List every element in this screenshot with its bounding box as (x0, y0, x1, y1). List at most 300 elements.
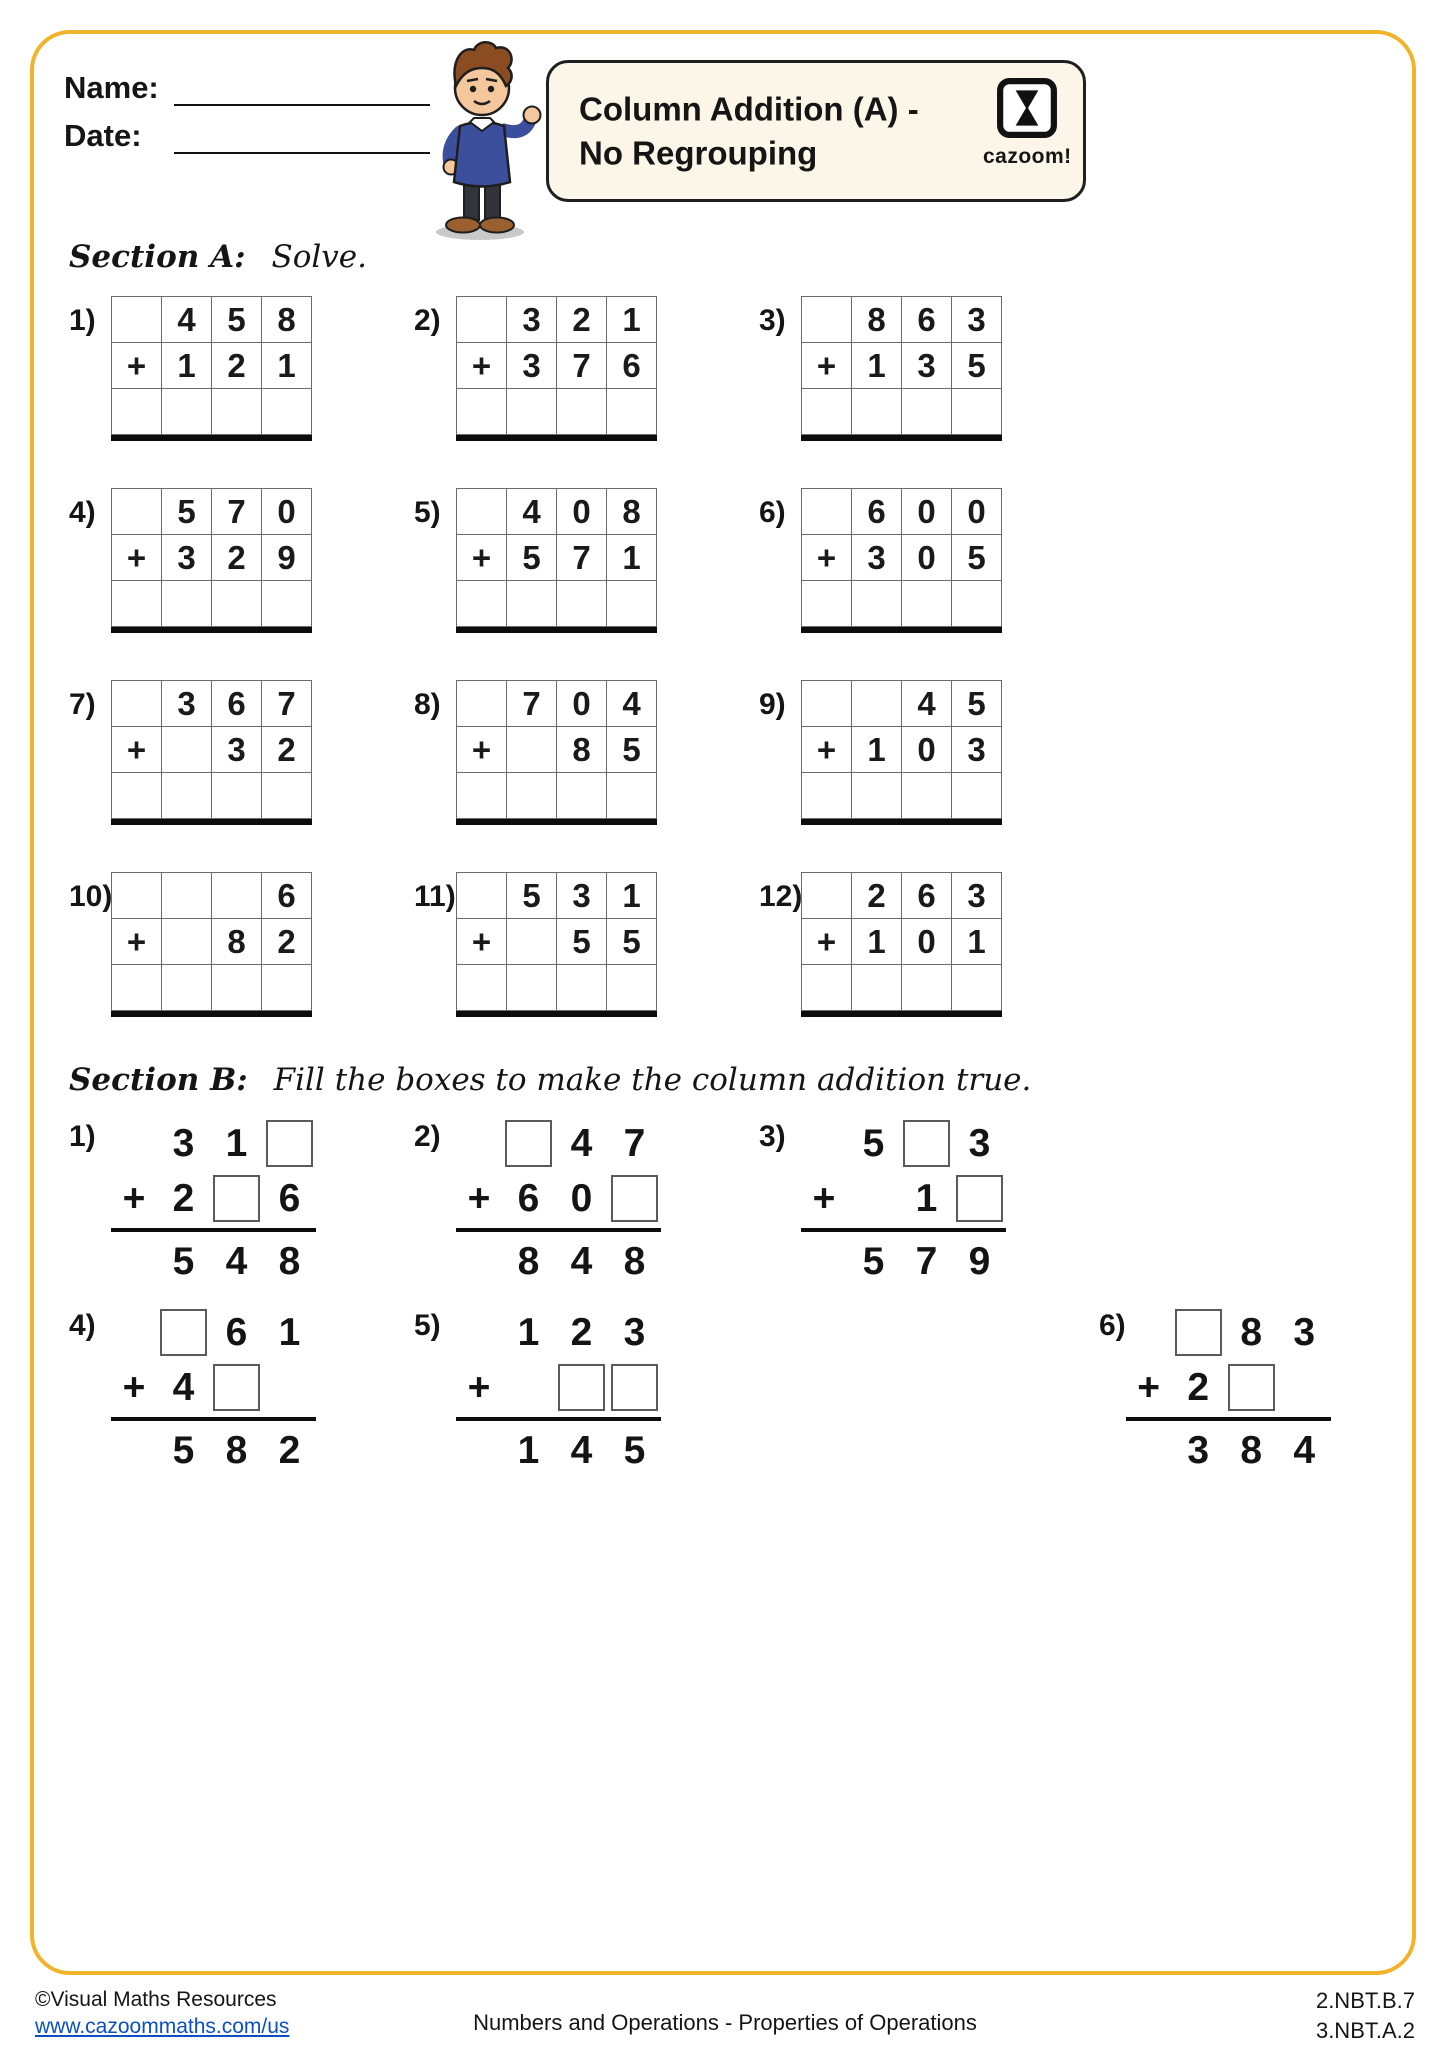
cazoom-logo-text: cazoom! (983, 145, 1072, 168)
column-addition-problem (414, 488, 759, 632)
digit-cell: 0 (262, 489, 312, 535)
addition-row (1126, 1423, 1331, 1478)
answer-line (111, 435, 312, 441)
answer-cell (802, 389, 852, 435)
answer-line (111, 627, 312, 633)
box-cell (1225, 1364, 1278, 1411)
answer-cell (557, 965, 607, 1011)
digit-cell: 5 (212, 297, 262, 343)
digit-cell: 4 (607, 681, 657, 727)
plus-sign: + (467, 1176, 491, 1220)
digit-cell: 4 (162, 297, 212, 343)
empty-cell (112, 681, 162, 727)
digit-cell: 7 (557, 535, 607, 581)
sum-digit-cell: 5 (623, 1428, 646, 1472)
plus-sign-cell: + (112, 919, 162, 965)
section-b-instruction: Fill the boxes to make the column addition true. (273, 1062, 1032, 1098)
digit-cell: 4 (507, 489, 557, 535)
sum-digit-cell: 5 (862, 1239, 885, 1283)
answer-cell (262, 773, 312, 819)
answer-cell (802, 581, 852, 627)
standard-code-1: 2.NBT.B.7 (1315, 1988, 1415, 2013)
answer-cell (607, 581, 657, 627)
digit-cell: 3 (952, 297, 1002, 343)
answer-cell (262, 389, 312, 435)
digit-cell: 7 (507, 681, 557, 727)
box-cell (210, 1175, 263, 1222)
digit-cell: 5 (162, 489, 212, 535)
digit-cell: 4 (902, 681, 952, 727)
digit-cell: 7 (262, 681, 312, 727)
problem-body (1126, 1305, 1331, 1478)
section-a-heading (69, 239, 367, 275)
digit-cell: 0 (902, 489, 952, 535)
problem-number: 10) (69, 880, 113, 913)
fill-in-box (266, 1120, 313, 1167)
problem-body (801, 1116, 1006, 1289)
plus-sign: + (1137, 1365, 1161, 1409)
addition-row (801, 1234, 1006, 1289)
digit-cell: 2 (212, 343, 262, 389)
digit-cell: 3 (968, 1121, 991, 1165)
digit-cell: 3 (172, 1121, 195, 1165)
problem-number: 12) (759, 880, 803, 913)
section-a-instruction: Solve. (271, 239, 367, 275)
worksheet-gold-frame (30, 30, 1416, 1975)
answer-cell (212, 773, 262, 819)
digit-cell: 3 (952, 873, 1002, 919)
fill-in-box (903, 1120, 950, 1167)
answer-cell (112, 389, 162, 435)
answer-cell (162, 389, 212, 435)
empty-cell (507, 919, 557, 965)
plus-sign-cell: + (112, 343, 162, 389)
problem-number: 4) (69, 496, 96, 529)
problem-number: 8) (414, 688, 441, 721)
problem-body (111, 1305, 316, 1478)
addition-row (111, 1305, 316, 1360)
column-addition-problem (69, 296, 414, 440)
empty-cell (802, 489, 852, 535)
addition-grid (111, 680, 312, 824)
digit-cell: 3 (852, 535, 902, 581)
answer-cell (457, 773, 507, 819)
empty-cell (212, 873, 262, 919)
addition-grid (801, 872, 1002, 1016)
column-addition-problem (759, 680, 1104, 824)
sum-digit-cell: 4 (570, 1428, 593, 1472)
answer-cell (902, 965, 952, 1011)
answer-cell (212, 389, 262, 435)
plus-sign-cell: + (457, 727, 507, 773)
addition-grid (111, 296, 312, 440)
fill-in-box (505, 1120, 552, 1167)
answer-cell (902, 773, 952, 819)
answer-cell (112, 965, 162, 1011)
plus-sign: + (467, 1365, 491, 1409)
digit-cell: 2 (262, 727, 312, 773)
digit-cell: 6 (212, 681, 262, 727)
addition-row (1126, 1360, 1331, 1415)
digit-cell: 0 (952, 489, 1002, 535)
problem-body (456, 1305, 661, 1478)
sum-line (111, 1417, 316, 1421)
sum-digit-cell: 4 (1293, 1428, 1316, 1472)
digit-cell: 1 (225, 1121, 248, 1165)
answer-line (801, 435, 1002, 441)
answer-cell (802, 773, 852, 819)
addition-grid (456, 296, 657, 440)
addition-row (456, 1171, 661, 1226)
answer-cell (162, 965, 212, 1011)
problem-number: 1) (69, 1120, 96, 1153)
digit-cell: 6 (225, 1310, 248, 1354)
sum-digit-cell: 8 (225, 1428, 248, 1472)
title-line-1: Column Addition (A) - (579, 90, 919, 128)
section-a-problem-grid (69, 296, 1104, 1016)
sum-line (456, 1417, 661, 1421)
answer-cell (802, 965, 852, 1011)
digit-cell: 3 (623, 1310, 646, 1354)
plus-sign-cell: + (457, 535, 507, 581)
empty-cell (162, 919, 212, 965)
plus-sign: + (122, 1365, 146, 1409)
answer-cell (902, 389, 952, 435)
digit-cell: 5 (607, 919, 657, 965)
digit-cell: 3 (162, 535, 212, 581)
addition-grid (111, 488, 312, 632)
name-field (64, 70, 430, 106)
answer-cell (952, 965, 1002, 1011)
addition-grid (801, 296, 1002, 440)
digit-cell: 5 (952, 681, 1002, 727)
digit-cell: 9 (262, 535, 312, 581)
website-link[interactable]: www.cazoommaths.com/us (35, 2015, 290, 2039)
answer-cell (557, 581, 607, 627)
empty-cell (852, 681, 902, 727)
answer-cell (952, 773, 1002, 819)
answer-cell (557, 773, 607, 819)
addition-row (1126, 1305, 1331, 1360)
digit-cell: 1 (607, 535, 657, 581)
copyright-text: ©Visual Maths Resources (35, 1988, 277, 2011)
digit-cell: 6 (262, 873, 312, 919)
fill-in-box (611, 1175, 658, 1222)
section-b-title: Section B: (69, 1062, 248, 1098)
problem-number: 6) (1099, 1309, 1126, 1342)
digit-cell: 2 (557, 297, 607, 343)
footer-standards (1316, 1986, 1415, 2045)
sum-digit-cell: 3 (1187, 1428, 1210, 1472)
digit-cell: 5 (507, 535, 557, 581)
sum-digit-cell: 4 (225, 1239, 248, 1283)
answer-line (456, 435, 657, 441)
problem-number: 3) (759, 1120, 786, 1153)
fill-in-addition-problem (414, 1116, 759, 1289)
plus-sign-cell: + (802, 535, 852, 581)
fill-in-box (160, 1309, 207, 1356)
digit-cell: 0 (557, 681, 607, 727)
answer-line (456, 819, 657, 825)
plus-sign: + (122, 1176, 146, 1220)
digit-cell: 6 (852, 489, 902, 535)
box-cell (608, 1364, 661, 1411)
answer-cell (507, 389, 557, 435)
empty-cell (457, 489, 507, 535)
problem-number: 11) (414, 880, 456, 913)
digit-cell: 6 (607, 343, 657, 389)
fill-in-box (558, 1364, 605, 1411)
fill-in-addition-problem (414, 1305, 759, 1478)
digit-cell: 3 (507, 343, 557, 389)
standard-code-2: 3.NBT.A.2 (1315, 2017, 1415, 2043)
column-addition-problem (759, 296, 1104, 440)
sum-line (801, 1228, 1006, 1232)
empty-cell (162, 727, 212, 773)
sum-digit-cell: 5 (172, 1239, 195, 1283)
digit-cell: 1 (607, 873, 657, 919)
problem-number: 2) (414, 1120, 441, 1153)
name-write-line (174, 70, 430, 106)
empty-cell (802, 681, 852, 727)
problem-body (456, 1116, 661, 1289)
digit-cell: 1 (162, 343, 212, 389)
digit-cell: 1 (607, 297, 657, 343)
answer-line (456, 627, 657, 633)
digit-cell: 4 (570, 1121, 593, 1165)
problem-number: 1) (69, 304, 96, 337)
digit-cell: 8 (607, 489, 657, 535)
box-cell (1172, 1309, 1225, 1356)
empty-cell (457, 681, 507, 727)
date-write-line (174, 118, 430, 154)
digit-cell: 3 (212, 727, 262, 773)
digit-cell: 4 (172, 1365, 195, 1409)
digit-cell: 2 (570, 1310, 593, 1354)
digit-cell: 1 (915, 1176, 938, 1220)
empty-cell (112, 489, 162, 535)
digit-cell: 3 (1293, 1310, 1316, 1354)
addition-row (111, 1423, 316, 1478)
answer-cell (607, 389, 657, 435)
plus-sign-cell: + (457, 343, 507, 389)
sum-digit-cell: 7 (915, 1239, 938, 1283)
section-a-title: Section A: (69, 239, 246, 275)
problem-number: 2) (414, 304, 441, 337)
digit-cell: 2 (262, 919, 312, 965)
answer-cell (212, 581, 262, 627)
answer-cell (457, 965, 507, 1011)
addition-grid (456, 488, 657, 632)
answer-cell (852, 389, 902, 435)
digit-cell: 1 (278, 1310, 301, 1354)
cartoon-boy-svg (420, 34, 555, 242)
sum-digit-cell: 8 (1240, 1428, 1263, 1472)
sum-line (1126, 1417, 1331, 1421)
problem-body (111, 1116, 316, 1289)
answer-cell (852, 581, 902, 627)
addition-grid (111, 872, 312, 1016)
problem-number: 6) (759, 496, 786, 529)
box-cell (210, 1364, 263, 1411)
name-label: Name: (64, 70, 159, 105)
answer-cell (262, 965, 312, 1011)
fill-in-box (1175, 1309, 1222, 1356)
fill-in-box (213, 1364, 260, 1411)
digit-cell: 1 (517, 1310, 540, 1354)
column-addition-problem (414, 680, 759, 824)
digit-cell: 5 (862, 1121, 885, 1165)
box-cell (157, 1309, 210, 1356)
addition-row (456, 1360, 661, 1415)
fill-in-addition-problem (69, 1305, 414, 1478)
sum-digit-cell: 2 (278, 1428, 301, 1472)
sum-digit-cell: 9 (968, 1239, 991, 1283)
sum-digit-cell: 8 (517, 1239, 540, 1283)
column-addition-problem (69, 680, 414, 824)
digit-cell: 0 (570, 1176, 593, 1220)
answer-cell (507, 965, 557, 1011)
title-box (546, 60, 1086, 202)
cazoom-logo-icon (996, 77, 1058, 139)
problem-number: 9) (759, 688, 786, 721)
box-cell (555, 1364, 608, 1411)
empty-cell (802, 873, 852, 919)
digit-cell: 6 (902, 297, 952, 343)
column-addition-problem (414, 296, 759, 440)
empty-cell (802, 297, 852, 343)
digit-cell: 0 (902, 727, 952, 773)
digit-cell: 6 (902, 873, 952, 919)
plus-sign-cell: + (802, 727, 852, 773)
plus-sign-cell: + (802, 343, 852, 389)
digit-cell: 3 (902, 343, 952, 389)
digit-cell: 8 (212, 919, 262, 965)
addition-row (111, 1360, 316, 1415)
answer-cell (457, 389, 507, 435)
digit-cell: 6 (278, 1176, 301, 1220)
name-date-block (64, 70, 430, 166)
fill-in-box (956, 1175, 1003, 1222)
sum-digit-cell: 4 (570, 1239, 593, 1283)
sum-line (111, 1228, 316, 1232)
answer-cell (457, 581, 507, 627)
addition-row (111, 1234, 316, 1289)
digit-cell: 5 (507, 873, 557, 919)
answer-line (801, 1011, 1002, 1017)
digit-cell: 5 (952, 343, 1002, 389)
digit-cell: 3 (952, 727, 1002, 773)
footer (35, 1986, 1415, 2041)
answer-cell (952, 581, 1002, 627)
addition-row (456, 1305, 661, 1360)
title-line-2: No Regrouping (579, 134, 818, 171)
answer-line (801, 627, 1002, 633)
fill-in-box (213, 1175, 260, 1222)
plus-sign-cell: + (112, 535, 162, 581)
empty-cell (457, 297, 507, 343)
answer-cell (952, 389, 1002, 435)
digit-cell: 2 (172, 1176, 195, 1220)
answer-cell (607, 773, 657, 819)
fill-in-addition-problem (759, 1116, 1104, 1289)
problem-number: 7) (69, 688, 96, 721)
digit-cell: 7 (623, 1121, 646, 1165)
digit-cell: 0 (557, 489, 607, 535)
digit-cell: 8 (1240, 1310, 1263, 1354)
addition-grid (456, 872, 657, 1016)
cazoom-logo (983, 77, 1071, 169)
plus-sign: + (812, 1176, 836, 1220)
footer-topic-text: Numbers and Operations - Properties of Operations (473, 2010, 977, 2035)
answer-line (111, 819, 312, 825)
plus-sign-cell: + (457, 919, 507, 965)
sum-line (456, 1228, 661, 1232)
digit-cell: 2 (852, 873, 902, 919)
empty-cell (507, 727, 557, 773)
empty-cell (162, 873, 212, 919)
answer-cell (852, 965, 902, 1011)
answer-cell (902, 581, 952, 627)
digit-cell: 8 (852, 297, 902, 343)
section-b-heading (69, 1062, 1031, 1098)
column-addition-problem (69, 872, 414, 1016)
answer-cell (607, 965, 657, 1011)
box-cell (608, 1175, 661, 1222)
addition-row (111, 1116, 316, 1171)
problem-number: 3) (759, 304, 786, 337)
addition-row (456, 1234, 661, 1289)
answer-cell (162, 773, 212, 819)
empty-cell (112, 297, 162, 343)
sum-digit-cell: 8 (623, 1239, 646, 1283)
digit-cell: 5 (607, 727, 657, 773)
answer-cell (112, 773, 162, 819)
plus-sign-cell: + (112, 727, 162, 773)
date-label: Date: (64, 118, 142, 153)
problem-number: 5) (414, 1309, 441, 1342)
problem-number: 5) (414, 496, 441, 529)
answer-cell (162, 581, 212, 627)
digit-cell: 8 (262, 297, 312, 343)
addition-row (456, 1116, 661, 1171)
addition-row (111, 1171, 316, 1226)
empty-cell (457, 873, 507, 919)
digit-cell: 0 (902, 535, 952, 581)
answer-cell (507, 773, 557, 819)
digit-cell: 1 (852, 919, 902, 965)
digit-cell: 5 (952, 535, 1002, 581)
sum-digit-cell: 1 (517, 1428, 540, 1472)
addition-row (456, 1423, 661, 1478)
digit-cell: 7 (557, 343, 607, 389)
fill-in-addition-problem (1099, 1305, 1316, 1478)
answer-line (456, 1011, 657, 1017)
digit-cell: 0 (902, 919, 952, 965)
addition-row (801, 1116, 1006, 1171)
column-addition-problem (69, 488, 414, 632)
date-field (64, 118, 430, 154)
digit-cell: 1 (262, 343, 312, 389)
answer-cell (557, 389, 607, 435)
digit-cell: 1 (952, 919, 1002, 965)
box-cell (263, 1120, 316, 1167)
column-addition-problem (759, 872, 1104, 1016)
problem-number: 4) (69, 1309, 96, 1342)
answer-cell (212, 965, 262, 1011)
box-cell (953, 1175, 1006, 1222)
answer-cell (112, 581, 162, 627)
